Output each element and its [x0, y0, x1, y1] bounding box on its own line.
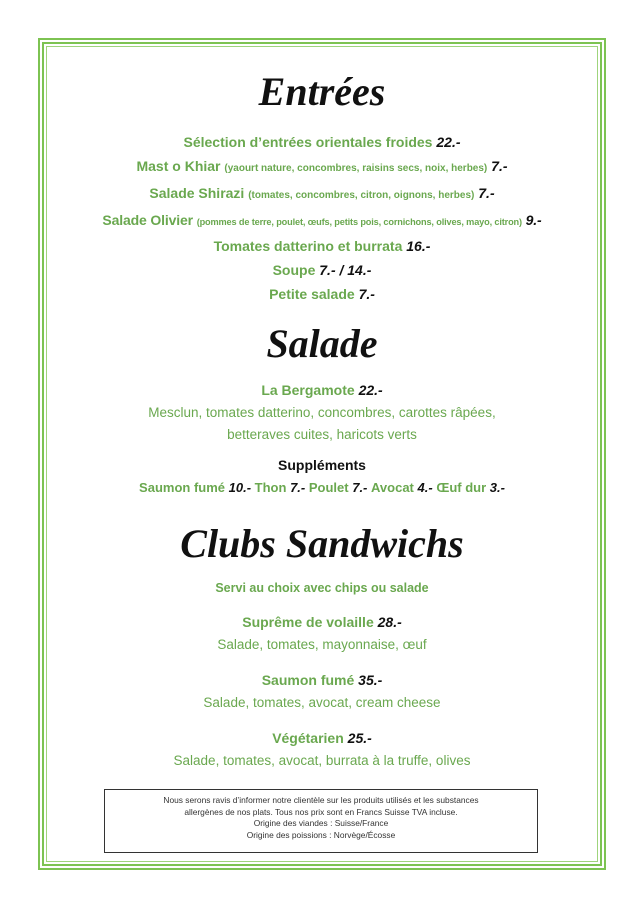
supplement-name: Poulet: [308, 480, 349, 495]
item-detail: (pommes de terre, poulet, œufs, petits pois, cornichons, olives, mayo, citron): [196, 217, 522, 227]
item-price: 22.-: [436, 134, 461, 150]
item-price: 28.-: [377, 614, 402, 630]
item-title-line: [48, 610, 596, 634]
notice-line: allergènes de nos plats. Tous nos prix sont en Francs Suisse TVA incluse.: [184, 806, 458, 817]
item-name: Salade Shirazi: [149, 185, 245, 201]
item-price: 35.-: [358, 672, 383, 688]
menu-content: [48, 60, 596, 772]
item-name: Suprême de volaille: [242, 614, 374, 630]
item-detail: (yaourt nature, concombres, raisins secs, noix, herbes): [224, 163, 488, 174]
supplement-name: Thon: [254, 480, 287, 495]
item-desc: Salade, tomates, avocat, burrata à la truffe, olives: [173, 753, 471, 768]
salade-title: Salade: [266, 321, 378, 366]
menu-item: [48, 282, 596, 306]
menu-item: [48, 130, 596, 154]
item-price: 7.-: [491, 158, 508, 174]
menu-item: [48, 181, 596, 208]
item-price: 22.-: [358, 382, 383, 398]
supplements-list: [48, 476, 596, 500]
supplement-price: 7.-: [290, 480, 306, 495]
clubs-item: [48, 726, 596, 772]
notice-line: Origine des viandes : Suisse/France: [253, 818, 389, 828]
item-desc: Salade, tomates, avocat, cream cheese: [203, 695, 441, 710]
supplement-price: 3.-: [489, 480, 505, 495]
item-name: Tomates datterino et burrata: [213, 238, 403, 254]
supplements-title: Suppléments: [278, 457, 366, 473]
supplement-price: 4.-: [417, 480, 433, 495]
item-name: Saumon fumé: [261, 672, 355, 688]
salade-desc-line1: Mesclun, tomates datterino, concombres, carottes râpées,: [148, 405, 496, 420]
item-price: 16.-: [406, 238, 431, 254]
item-detail: (tomates, concombres, citron, oignons, herbes): [248, 190, 475, 201]
supplement-name: Saumon fumé: [139, 480, 226, 495]
item-price: 7.- / 14.-: [319, 262, 372, 278]
item-price: 7.-: [478, 185, 495, 201]
salade-dish: [48, 378, 596, 402]
menu-item: [48, 208, 596, 234]
item-title-line: [48, 726, 596, 750]
item-title-line: [48, 668, 596, 692]
item-price: 9.-: [525, 212, 542, 228]
item-name: Sélection d’entrées orientales froides: [183, 134, 433, 150]
item-name: Salade Olivier: [102, 212, 193, 228]
salade-desc-line2: betteraves cuites, haricots verts: [227, 427, 417, 442]
item-name: Petite salade: [269, 286, 355, 302]
supplement-name: Avocat: [371, 480, 414, 495]
item-desc: Salade, tomates, mayonnaise, œuf: [217, 637, 427, 652]
item-name: Soupe: [272, 262, 316, 278]
item-price: 7.-: [358, 286, 375, 302]
clubs-item: [48, 668, 596, 714]
entrees-title: Entrées: [258, 69, 386, 114]
menu-item: [48, 154, 596, 181]
supplement-name: Œuf dur: [436, 480, 487, 495]
supplement-price: 10.-: [228, 480, 252, 495]
clubs-subtitle: Servi au choix avec chips ou salade: [215, 581, 429, 595]
clubs-item: [48, 610, 596, 656]
notice-line: Origine des poissions : Norvège/Écosse: [246, 829, 396, 840]
clubs-title: Clubs Sandwichs: [180, 521, 464, 566]
item-name: Mast o Khiar: [136, 158, 221, 174]
supplement-price: 7.-: [352, 480, 368, 495]
item-price: 25.-: [347, 730, 372, 746]
menu-item: [48, 234, 596, 258]
allergen-notice: [104, 789, 538, 853]
item-name: Végétarien: [272, 730, 344, 746]
notice-line: Nous serons ravis d’informer notre clientèle sur les produits utilisés et les substances: [163, 795, 479, 805]
menu-item: [48, 258, 596, 282]
entrees-list: [48, 130, 596, 306]
item-name: La Bergamote: [261, 382, 355, 398]
